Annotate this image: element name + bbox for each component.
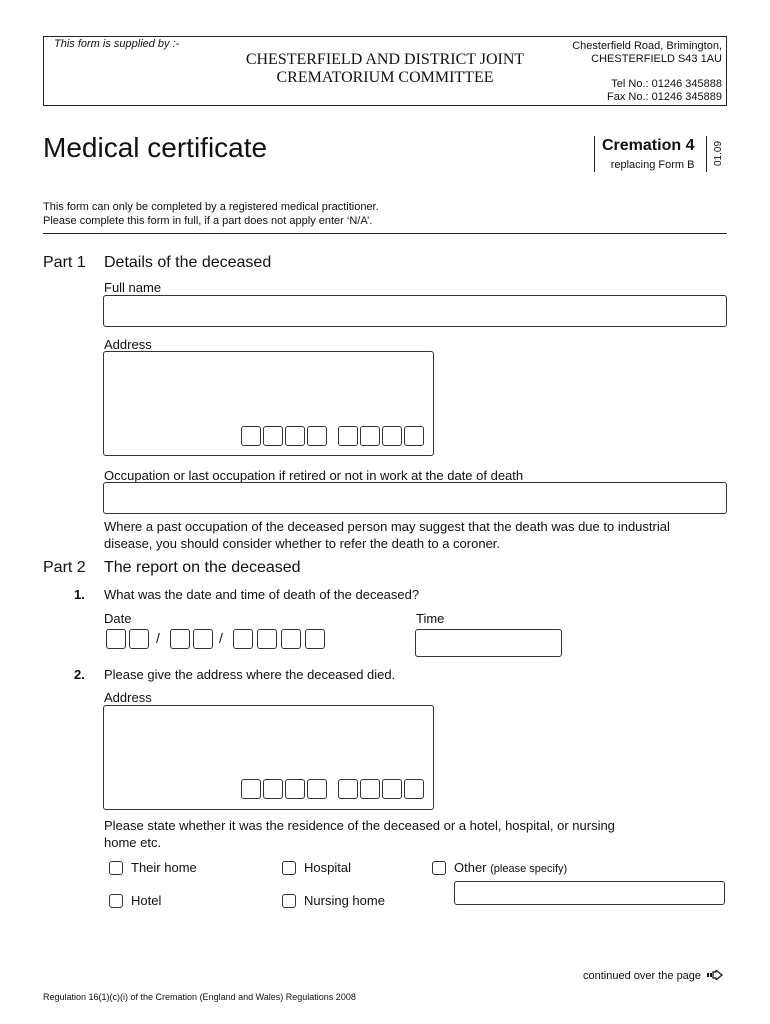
postcode-box[interactable] — [360, 779, 380, 799]
date-code-text: 01.09 — [713, 140, 724, 166]
part1-title: Details of the deceased — [104, 254, 272, 271]
full-name-field[interactable] — [103, 295, 727, 327]
intro-line2: Please complete this form in full, if a part does not apply enter ‘N/A’. — [43, 215, 373, 227]
other-hint: (please specify) — [490, 863, 568, 875]
postcode-box[interactable] — [338, 779, 358, 799]
date-year-box[interactable] — [233, 629, 253, 649]
postcode-box[interactable] — [263, 779, 283, 799]
form-replacing: replacing Form B — [610, 159, 695, 171]
date-month-box[interactable] — [170, 629, 190, 649]
date-year-box[interactable] — [257, 629, 277, 649]
address-label: Address — [104, 337, 152, 352]
residence-line1: Please state whether it was the residence of the deceased or a hotel, hospital, or nursing — [104, 818, 615, 833]
question2-number: 2. — [74, 667, 85, 682]
time-field[interactable] — [415, 629, 562, 657]
form-name: Cremation 4 — [602, 137, 695, 154]
part2-title: The report on the deceased — [104, 559, 301, 576]
postcode-box[interactable] — [404, 779, 424, 799]
occupation-note — [104, 518, 670, 552]
form-id — [594, 136, 694, 172]
address-line1: Chesterfield Road, Brimington, — [572, 40, 722, 52]
regulation-footer: Regulation 16(1)(c)(i) of the Cremation (England and Wales) Regulations 2008 — [43, 992, 356, 1002]
postcode-box[interactable] — [404, 426, 424, 446]
residence-line2: home etc. — [104, 835, 162, 850]
committee-address — [572, 40, 722, 66]
date-label: Date — [104, 611, 132, 626]
postcode-box[interactable] — [241, 779, 261, 799]
committee-line1: CHESTERFIELD AND DISTRICT JOINT — [245, 51, 525, 68]
death-postcode-boxes[interactable] — [239, 779, 429, 801]
intro-text — [43, 200, 379, 228]
committee-name — [215, 51, 555, 87]
nursing-home-label: Nursing home — [304, 893, 385, 908]
part2-label: Part 2 — [43, 559, 86, 576]
other-checkbox[interactable] — [432, 861, 446, 875]
postcode-box[interactable] — [307, 779, 327, 799]
postcode-box[interactable] — [263, 426, 283, 446]
address-line2: CHESTERFIELD S43 1AU — [591, 53, 722, 65]
postcode-box[interactable] — [338, 426, 358, 446]
occupation-field[interactable] — [103, 482, 727, 514]
question2-text: Please give the address where the deceased died. — [104, 667, 396, 682]
page-title: Medical certificate — [43, 132, 268, 163]
death-address-label: Address — [104, 690, 152, 705]
full-name-label: Full name — [104, 280, 162, 295]
committee-line2: CREMATORIUM COMMITTEE — [276, 69, 494, 86]
date-year-box[interactable] — [305, 629, 325, 649]
divider — [43, 233, 727, 234]
supplied-by-text: This form is supplied by :- — [54, 38, 180, 50]
time-label: Time — [416, 611, 445, 626]
note-line1: Where a past occupation of the deceased person may suggest that the death was due to industrial — [104, 519, 670, 534]
part1-label: Part 1 — [43, 254, 86, 271]
arrow-right-icon — [707, 970, 723, 980]
date-separator: / — [219, 630, 223, 646]
nursing-home-checkbox[interactable] — [282, 894, 296, 908]
continued-note — [583, 970, 723, 982]
other-specify-field[interactable] — [454, 881, 725, 905]
hotel-label: Hotel — [131, 893, 162, 908]
date-separator: / — [156, 630, 160, 646]
question1-number: 1. — [74, 587, 85, 602]
date-day-box[interactable] — [129, 629, 149, 649]
postcode-box[interactable] — [241, 426, 261, 446]
date-boxes[interactable] — [104, 629, 344, 651]
form-date-code — [706, 136, 727, 172]
date-day-box[interactable] — [106, 629, 126, 649]
postcode-box[interactable] — [285, 426, 305, 446]
date-year-box[interactable] — [281, 629, 301, 649]
note-line2: disease, you should consider whether to refer the death to a coroner. — [104, 536, 501, 551]
hospital-label: Hospital — [304, 860, 351, 875]
question1-text: What was the date and time of death of the deceased? — [104, 587, 420, 602]
intro-line1: This form can only be completed by a registered medical practitioner. — [43, 201, 379, 213]
their-home-checkbox[interactable] — [109, 861, 123, 875]
hospital-checkbox[interactable] — [282, 861, 296, 875]
postcode-box[interactable] — [307, 426, 327, 446]
occupation-label: Occupation or last occupation if retired or not in work at the date of death — [104, 468, 524, 483]
postcode-box[interactable] — [382, 779, 402, 799]
their-home-label: Their home — [131, 860, 197, 875]
tel-number: Tel No.: 01246 345888 — [611, 78, 722, 90]
postcode-box[interactable] — [285, 779, 305, 799]
postcode-box[interactable] — [382, 426, 402, 446]
fax-number: Fax No.: 01246 345889 — [607, 91, 722, 103]
committee-phones — [607, 78, 722, 104]
other-label-text: Other — [454, 860, 487, 875]
postcode-box[interactable] — [360, 426, 380, 446]
other-label — [454, 860, 567, 875]
hotel-checkbox[interactable] — [109, 894, 123, 908]
residence-question — [104, 817, 615, 851]
postcode-boxes[interactable] — [239, 426, 429, 448]
continued-text: continued over the page — [583, 970, 702, 982]
date-month-box[interactable] — [193, 629, 213, 649]
